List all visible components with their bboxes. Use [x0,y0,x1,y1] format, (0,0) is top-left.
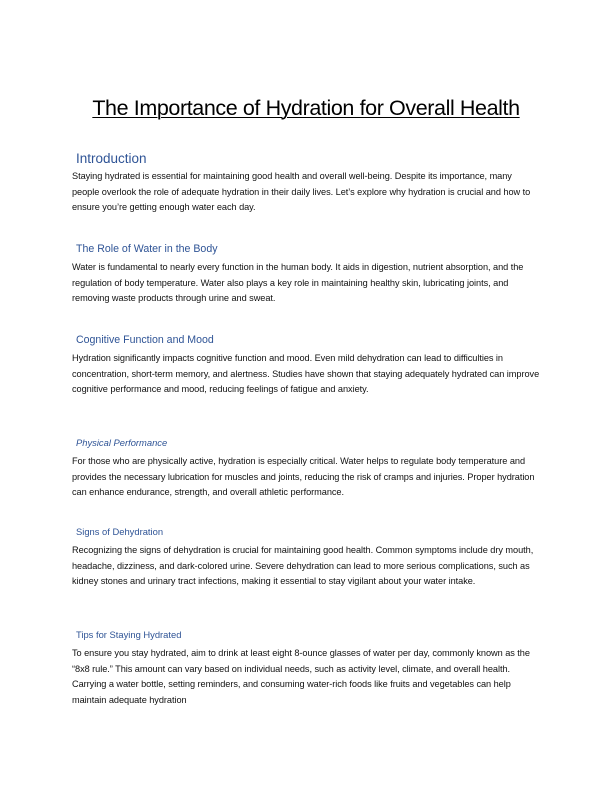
section-tips-staying-hydrated [72,628,540,708]
section-heading: The Role of Water in the Body [76,243,218,255]
section-body: Staying hydrated is essential for maintaining good health and overall well-being. Despite its importance, many people overlook the role of adequate hydration in their daily lives. Let’s explore why hydration is crucial and how to ensure you’re getting enough water each day. [72,171,531,212]
section-heading: Signs of Dehydration [76,526,164,537]
section-body: Recognizing the signs of dehydration is crucial for maintaining good health. Common symptoms include dry mouth, headache, dizziness, and dark-colored urine. Severe dehydration can lead to more serious complications, such as kidney stones and urinary tract infections, making it essential to stay vigilant about your water intake. [72,545,534,586]
section-physical-performance [72,436,540,501]
section-body: Water is fundamental to nearly every function in the human body. It aids in digestion, nutrient absorption, and the regulation of body temperature. Water also plays a key role in maintaining healthy skin, lubricating joints, and removing waste products through urine and sweat. [72,262,524,303]
section-body: Hydration significantly impacts cognitive function and mood. Even mild dehydration can lead to difficulties in concentration, short-term memory, and alertness. Studies have shown that staying adequately hydrated can improve cognitive performance and mood, reducing feelings of fatigue and anxiety. [72,353,540,394]
section-role-of-water [72,242,540,307]
section-introduction [72,151,540,216]
document-title: The Importance of Hydration for Overall Health [92,96,520,120]
section-heading: Cognitive Function and Mood [76,334,214,346]
section-cognitive-function [72,333,540,398]
section-heading: Introduction [76,151,147,166]
section-heading: Tips for Staying Hydrated [76,629,182,640]
section-heading: Physical Performance [76,437,168,448]
section-body: To ensure you stay hydrated, aim to drink at least eight 8-ounce glasses of water per day, commonly known as the “8x8 rule.” This amount can vary based on individual needs, such as activity level, climate, and overall health. Carrying a water bottle, setting reminders, and consuming water-rich foods like fruits and vegetables can help maintain adequate hydration [72,648,530,705]
section-body: For those who are physically active, hydration is especially critical. Water helps to regulate body temperature and provides the necessary lubrication for muscles and joints, reducing the risk of cramps and injuries. Proper hydration can enhance endurance, strength, and overall athletic performance. [72,456,535,497]
section-signs-of-dehydration [72,525,540,590]
